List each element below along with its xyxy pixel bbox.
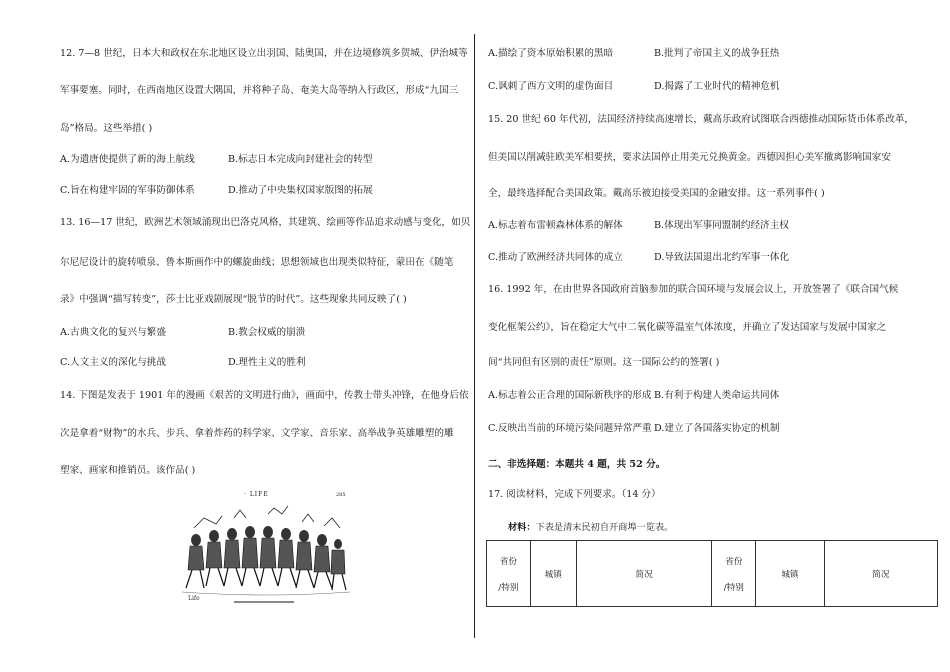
material-text: 下表是清末民初自开商埠一览表。 [535, 522, 674, 533]
question-stem-line: 16. 1992 年，在由世界各国政府首脑参加的联合国环境与发展会议上，开放签署了《联合国气候 [488, 284, 899, 295]
question-stem-line: 15. 20 世纪 60 年代初，法国经济持续高速增长，戴高乐政府试图联合西德推动国际货币体系改革， [488, 114, 915, 125]
question-stem-line: 间“共同但有区别的责任”原则。这一国际公约的签署( ) [488, 357, 720, 368]
option-d[interactable]: D.导致法国退出北约军事一体化 [654, 252, 790, 263]
option-c[interactable]: C.反映出当前的环境污染问题异常严重 [488, 423, 652, 434]
option-c[interactable]: C.讽刺了西方文明的虚伪面目 [488, 81, 614, 92]
question-stem-line: 尔尼尼设计的旋转喷泉、鲁本斯画作中的螺旋曲线；思想领域也出现类似特征，蒙田在《随笔 [60, 257, 454, 268]
port-table [486, 540, 938, 607]
column-divider [474, 34, 475, 638]
cartoon-drawing [174, 488, 354, 608]
option-b[interactable]: B.标志日本完成向封建社会的转型 [228, 154, 373, 165]
option-a[interactable]: A.描绘了资本原始积累的黑暗 [488, 48, 614, 59]
table-header-province: 省份 /特别 [487, 541, 531, 607]
svg-text:Life: Life [188, 595, 200, 602]
question-stem-line: 录》中强调“描写转变”，莎士比亚戏剧展现“脱节的时代”。这些现象共同反映了( ) [60, 294, 407, 305]
question-stem-line: 但美国以削减驻欧美军相要挟，要求法国停止用美元兑换黄金。西德因担心美军撤离影响国家安 [488, 152, 891, 163]
material-line [508, 519, 673, 533]
question-stem-line: 全，最终选择配合美国政策。戴高乐被迫接受美国的金融安排。这一系列事件( ) [488, 188, 825, 199]
option-c[interactable]: C.人文主义的深化与挑战 [60, 357, 166, 368]
option-a[interactable]: A.标志着布雷顿森林体系的解体 [488, 220, 623, 231]
option-a[interactable]: A.为遣唐使提供了新的海上航线 [60, 154, 195, 165]
option-b[interactable]: B.有利于构建人类命运共同体 [654, 390, 780, 401]
question-stem-line: 变化框架公约》，旨在稳定大气中二氧化碳等温室气体浓度，并确立了发达国家与发展中国家之 [488, 322, 887, 333]
cartoon-image [174, 488, 354, 608]
question-stem-line: 塑家、画家和推销员。该作品( ) [60, 465, 196, 476]
table-header-town-2: 城镇 [756, 541, 824, 607]
question-stem-line: 岛”格局。这些举措( ) [60, 123, 153, 134]
section-heading: 二、非选择题：本题共 4 题，共 52 分。 [488, 459, 666, 470]
cartoon-caption: · LIFE [244, 491, 269, 498]
option-b[interactable]: B.体现出军事同盟制约经济主权 [654, 220, 789, 231]
question-stem-line: 14. 下图是发表于 1901 年的漫画《艰苦的文明进行曲》，画面中，传教士带头冲锋，在他身后依 [60, 390, 469, 401]
table-header-province-2: 省份 /特别 [712, 541, 756, 607]
cartoon-page-number: 285 [336, 492, 346, 498]
table-header-summary-2: 简况 [824, 541, 937, 607]
option-a[interactable]: A.标志着公正合理的国际新秩序的形成 [488, 390, 652, 401]
question-stem-line: 12. 7—8 世纪，日本大和政权在东北地区设立出羽国、陆奥国，并在边境修筑多贺城、伊治城等 [60, 48, 468, 59]
table-header-town: 城镇 [530, 541, 576, 607]
option-a[interactable]: A.古典文化的复兴与繁盛 [60, 327, 166, 338]
question-stem-line: 次是拿着“财物”的水兵、步兵、拿着炸药的科学家、文学家、音乐家、高举战争英雄雕塑的雕 [60, 428, 454, 439]
option-d[interactable]: D.推动了中央集权国家版图的拓展 [228, 185, 373, 196]
option-d[interactable]: D.揭露了工业时代的精神危机 [654, 81, 780, 92]
table-header-summary: 简况 [576, 541, 712, 607]
question-stem-line: 军事要塞。同时，在西南地区设置大隅国，并将种子岛、奄美大岛等纳入行政区，形成“九国三 [60, 85, 459, 96]
option-b[interactable]: B.批判了帝国主义的战争狂热 [654, 48, 780, 59]
option-d[interactable]: D.建立了各国落实协定的机制 [654, 423, 780, 434]
option-c[interactable]: C.推动了欧洲经济共同体的成立 [488, 252, 623, 263]
option-d[interactable]: D.理性主义的胜利 [228, 357, 306, 368]
material-label: 材料： [508, 522, 536, 533]
option-c[interactable]: C.旨在构建牢固的军事防御体系 [60, 185, 195, 196]
question-stem-line: 17. 阅读材料，完成下列要求。（14 分） [488, 489, 661, 500]
question-stem-line: 13. 16—17 世纪，欧洲艺术领域涌现出巴洛克风格，其建筑、绘画等作品追求动感与变化，如贝 [60, 217, 471, 228]
option-b[interactable]: B.教会权威的崩溃 [228, 327, 306, 338]
